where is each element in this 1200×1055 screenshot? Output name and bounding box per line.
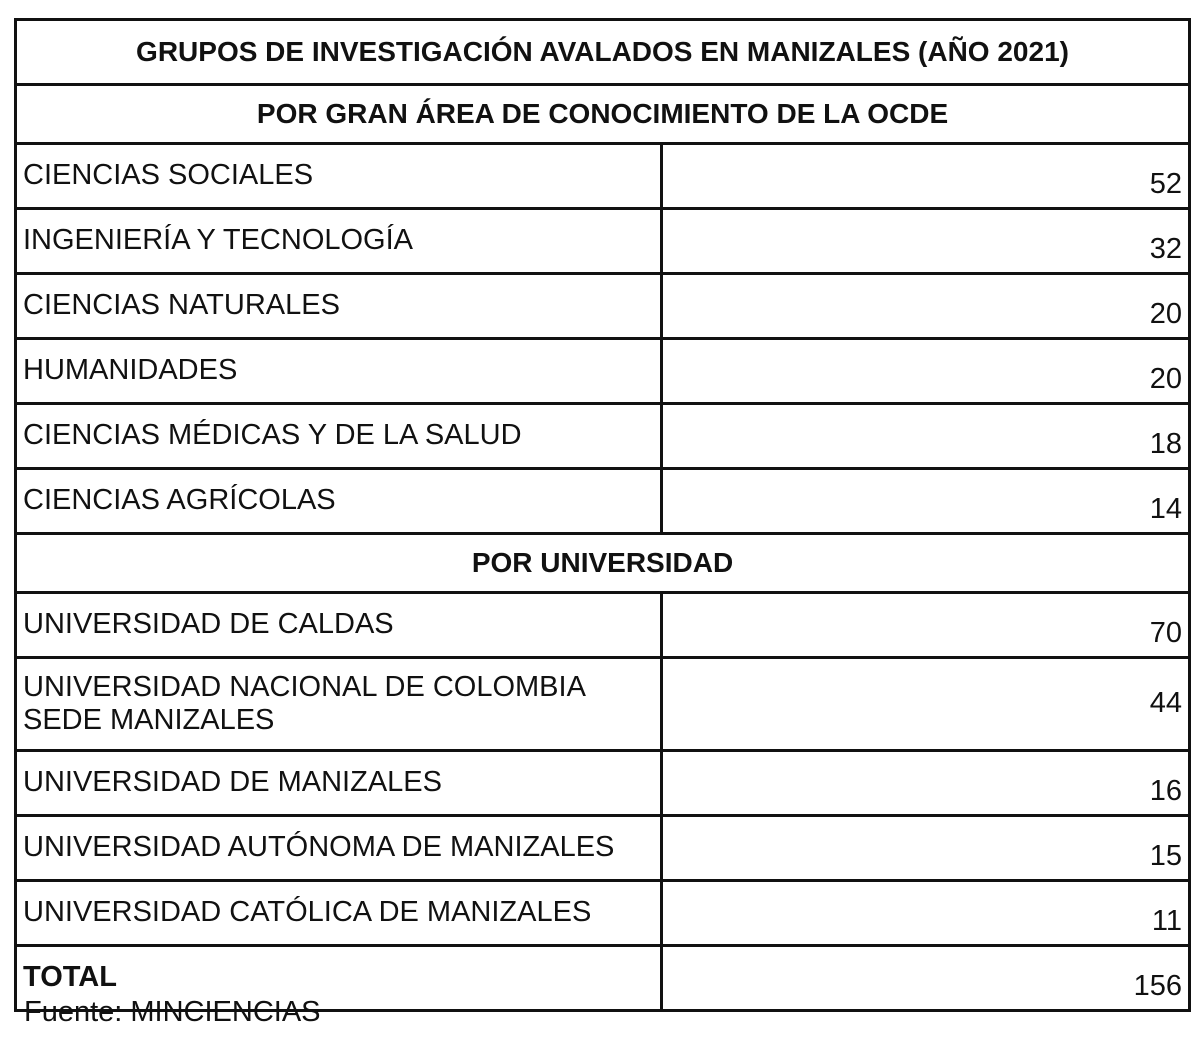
row-value: 20 (662, 339, 1190, 404)
table-row (16, 209, 1190, 274)
table-row (16, 751, 1190, 816)
table-row (16, 593, 1190, 658)
row-label: CIENCIAS NATURALES (16, 274, 662, 339)
total-value: 156 (662, 946, 1190, 1011)
table-row (16, 339, 1190, 404)
row-label: CIENCIAS SOCIALES (16, 144, 662, 209)
row-value: 70 (662, 593, 1190, 658)
row-value: 14 (662, 469, 1190, 534)
row-label: UNIVERSIDAD AUTÓNOMA DE MANIZALES (16, 816, 662, 881)
research-groups-table-container (14, 18, 1188, 1012)
total-label: TOTAL (16, 946, 662, 1011)
source-note: Fuente: MINCIENCIAS (24, 996, 321, 1028)
table-row (16, 816, 1190, 881)
row-label: UNIVERSIDAD DE MANIZALES (16, 751, 662, 816)
row-label: UNIVERSIDAD CATÓLICA DE MANIZALES (16, 881, 662, 946)
section-heading-row (16, 534, 1190, 593)
row-value: 32 (662, 209, 1190, 274)
row-value: 44 (662, 658, 1190, 751)
research-groups-table (14, 18, 1191, 1012)
table-title: GRUPOS DE INVESTIGACIÓN AVALADOS EN MANIZALES (AÑO 2021) (16, 20, 1190, 85)
section-heading-area: POR GRAN ÁREA DE CONOCIMIENTO DE LA OCDE (16, 85, 1190, 144)
row-label: HUMANIDADES (16, 339, 662, 404)
row-value: 52 (662, 144, 1190, 209)
row-label: UNIVERSIDAD NACIONAL DE COLOMBIA SEDE MANIZALES (16, 658, 662, 751)
section-heading-row (16, 85, 1190, 144)
table-row (16, 658, 1190, 751)
row-value: 16 (662, 751, 1190, 816)
row-value: 18 (662, 404, 1190, 469)
row-value: 15 (662, 816, 1190, 881)
table-row (16, 469, 1190, 534)
table-row (16, 881, 1190, 946)
row-label: CIENCIAS AGRÍCOLAS (16, 469, 662, 534)
row-value: 20 (662, 274, 1190, 339)
section-heading-university: POR UNIVERSIDAD (16, 534, 1190, 593)
row-label: INGENIERÍA Y TECNOLOGÍA (16, 209, 662, 274)
table-row (16, 144, 1190, 209)
table-title-row (16, 20, 1190, 85)
table-row (16, 274, 1190, 339)
table-row (16, 404, 1190, 469)
row-label: CIENCIAS MÉDICAS Y DE LA SALUD (16, 404, 662, 469)
row-label: UNIVERSIDAD DE CALDAS (16, 593, 662, 658)
row-value: 11 (662, 881, 1190, 946)
